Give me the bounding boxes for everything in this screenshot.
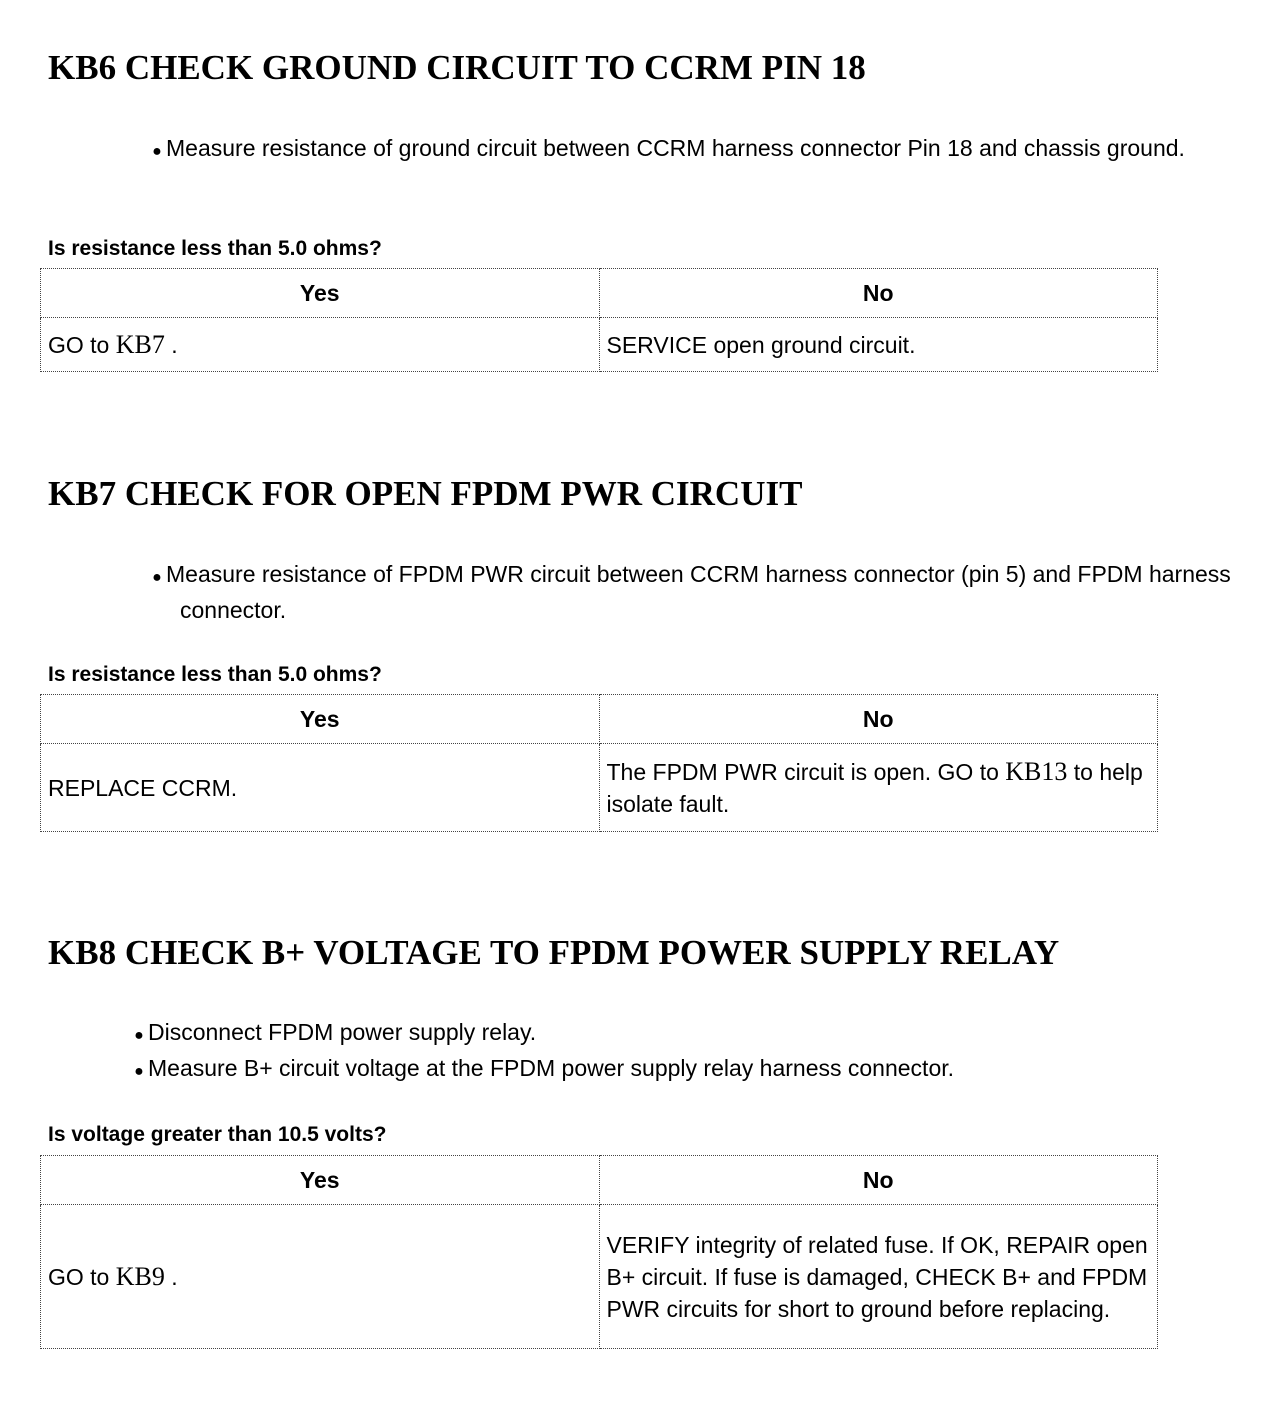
question-kb7: Is resistance less than 5.0 ohms? bbox=[48, 663, 382, 686]
link-kb9[interactable]: KB9 bbox=[115, 1261, 165, 1291]
bullet-icon: ● bbox=[134, 1027, 144, 1044]
yes-cell: GO to KB9 . bbox=[41, 1205, 600, 1349]
section-title-kb8: KB8 CHECK B+ VOLTAGE TO FPDM POWER SUPPLY RELAY bbox=[48, 933, 1060, 972]
no-cell: The FPDM PWR circuit is open. GO to KB13 to help isolate fault. bbox=[599, 744, 1158, 832]
header-no: No bbox=[599, 1156, 1158, 1205]
yes-cell: REPLACE CCRM. bbox=[41, 744, 600, 832]
header-yes: Yes bbox=[41, 695, 600, 744]
result-table-kb8 bbox=[40, 1155, 1158, 1349]
yes-cell: GO to KB7 . bbox=[41, 318, 600, 372]
step-item: ● Measure resistance of FPDM PWR circuit between CCRM harness connector (pin 5) and FPDM harness connector. bbox=[130, 558, 1250, 626]
result-table-kb6 bbox=[40, 268, 1158, 372]
no-cell: SERVICE open ground circuit. bbox=[599, 318, 1158, 372]
bullet-icon: ● bbox=[152, 143, 162, 160]
no-cell: VERIFY integrity of related fuse. If OK, REPAIR open B+ circuit. If fuse is damaged, CHECK B+ and FPDM PWR circuits for short to ground before replacing. bbox=[599, 1205, 1158, 1349]
step-item: ● Measure B+ circuit voltage at the FPDM power supply relay harness connector. bbox=[130, 1052, 1250, 1088]
step-list-kb7 bbox=[130, 558, 1250, 626]
link-kb7[interactable]: KB7 bbox=[115, 329, 165, 359]
result-table-kb7 bbox=[40, 694, 1158, 832]
step-item: ● Disconnect FPDM power supply relay. bbox=[130, 1016, 1250, 1052]
link-kb13[interactable]: KB13 bbox=[1005, 756, 1068, 786]
bullet-icon: ● bbox=[152, 569, 162, 586]
header-no: No bbox=[599, 695, 1158, 744]
header-yes: Yes bbox=[41, 269, 600, 318]
step-list-kb8 bbox=[130, 1016, 1250, 1088]
step-item: ● Measure resistance of ground circuit between CCRM harness connector Pin 18 and chassis ground. bbox=[130, 132, 1250, 168]
header-no: No bbox=[599, 269, 1158, 318]
header-yes: Yes bbox=[41, 1156, 600, 1205]
question-kb6: Is resistance less than 5.0 ohms? bbox=[48, 237, 382, 260]
question-kb8: Is voltage greater than 10.5 volts? bbox=[48, 1123, 387, 1146]
section-title-kb7: KB7 CHECK FOR OPEN FPDM PWR CIRCUIT bbox=[48, 474, 803, 513]
bullet-icon: ● bbox=[134, 1063, 144, 1080]
section-title-kb6: KB6 CHECK GROUND CIRCUIT TO CCRM PIN 18 bbox=[48, 48, 866, 87]
step-list-kb6 bbox=[130, 132, 1250, 168]
